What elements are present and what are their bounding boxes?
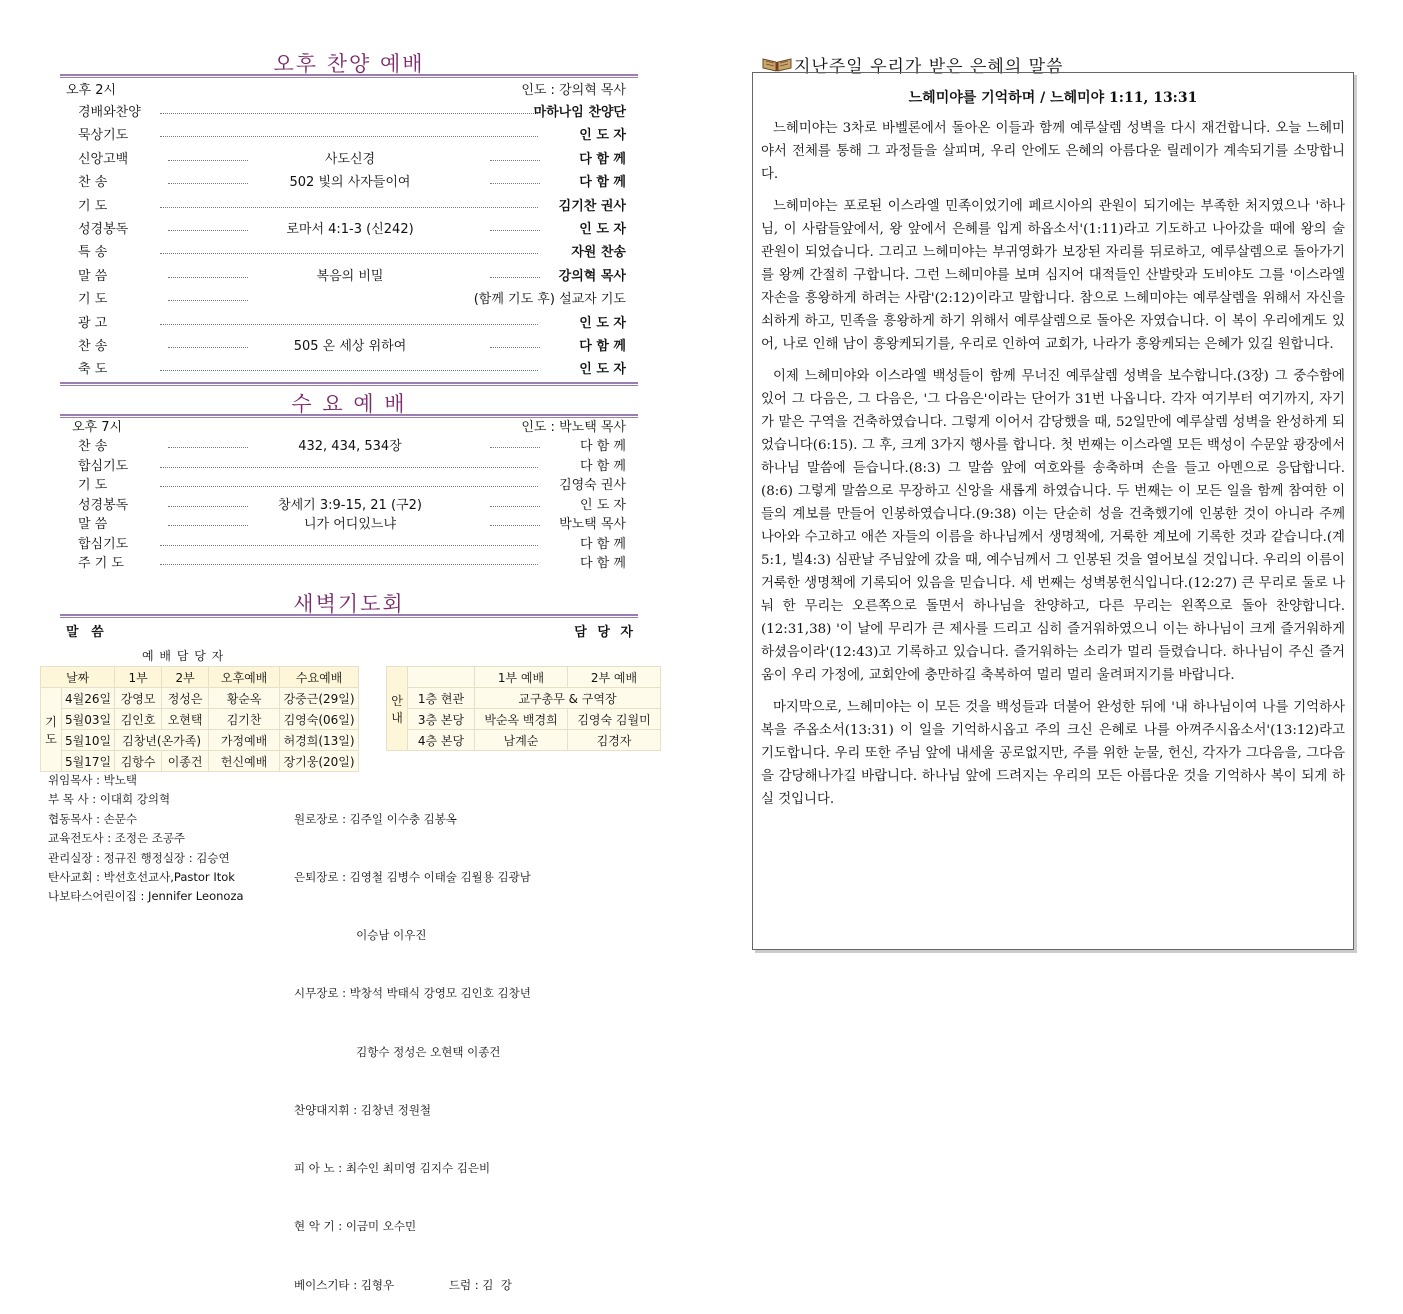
staff-line: 이승남 이우진 bbox=[294, 928, 427, 943]
guide-header-blank bbox=[408, 667, 475, 688]
order-row bbox=[60, 195, 638, 217]
schedule-cell: 오현택 bbox=[162, 709, 209, 730]
schedule-cell: 황순옥 bbox=[209, 688, 280, 709]
wednesday-leader: 인도 : 박노택 목사 bbox=[521, 420, 626, 435]
schedule-row bbox=[41, 751, 359, 772]
schedule-header-row bbox=[41, 667, 359, 688]
order-label: 말 씀 bbox=[78, 268, 108, 284]
schedule-date: 5월10일 bbox=[62, 730, 115, 751]
order-content: 432, 434, 534장 bbox=[298, 439, 402, 454]
order-label: 기 도 bbox=[78, 292, 108, 308]
order-content: 사도신경 bbox=[324, 151, 376, 167]
schedule-row bbox=[41, 709, 359, 730]
leader-dots bbox=[160, 564, 538, 565]
staff-line: 부 목 사 : 이대희 강의혁 bbox=[48, 792, 171, 807]
order-content: (함께 기도 후) 설교자 기도 bbox=[473, 292, 626, 308]
leader-dots bbox=[160, 486, 538, 487]
staff-line: 원로장로 : 김주일 이수충 김봉옥 bbox=[294, 811, 457, 826]
order-person: 다 함 께 bbox=[579, 339, 626, 354]
schedule-cell: 강중근(29일) bbox=[280, 688, 359, 709]
afternoon-title: 오후 찬양 예배 bbox=[273, 52, 425, 76]
staff-line: 나보타스어린이집 : Jennifer Leonoza bbox=[48, 889, 244, 904]
guide-header-second: 2부 예배 bbox=[568, 667, 661, 688]
order-content: 502 빛의 사자들이여 bbox=[289, 175, 411, 191]
staff-line: 협동목사 : 손문수 bbox=[48, 811, 137, 826]
guide-place: 4층 본당 bbox=[408, 730, 475, 751]
order-row bbox=[60, 218, 638, 240]
order-label: 합심기도 bbox=[78, 458, 129, 474]
guide-row bbox=[387, 709, 661, 730]
afternoon-rule bbox=[60, 74, 638, 78]
schedule-row bbox=[41, 730, 359, 751]
order-content: 505 온 세상 위하여 bbox=[293, 339, 407, 354]
schedule-cell: 정성은 bbox=[162, 688, 209, 709]
sermon-paragraph: 이제 느헤미야와 이스라엘 백성들이 함께 무너진 예루살렘 성벽을 보수합니다.(3장) 그 중수함에 있어 그 다음은, 그 다음은, '그 다음은'이라는 단어가 31번 나옵니다. 각자 여기부터 여기까지, 자기가 맡은 구역을 건축하였습니다. 그렇게 이어서 감당했을 때, 52일만에 예루살렘 성벽을 완성하게 되었습니다(6:15). 그 후, 크게 3가지 행사를 합니다. 첫 번째는 이스라엘 모든 백성이 수문앞 광장에서 하나님 말씀에 듣습니다.(8:3) 그 말씀 앞에 여호와를 송축하며 손을 들고 아멘으로 응답합니다.(8:6) 그렇게 말씀으로 무장하고 신앙을 새롭게 하였습니다. 두 번째는 이 모든 일을 함께 참여한 이들의 계보를 만들어 인봉하였습니다.(9:38) 이는 단순히 성을 건축했기에 인봉한 것이 아니라 주께 나아와 수고하고 애쓴 자들의 이름을 하나님께서 생명책에, 거룩한 계보에 기록한 것과 같습니다.(계5:1, 빌4:3) 심판날 주님앞에 갔을 때, 예수님께서 그 인봉된 것을 열어보실 것입니다. 우리의 이름이 거룩한 생명책에 기록되어 있음을 믿습니다. 세 번째는 성벽봉헌식입니다.(12:27) 큰 무리로 둘로 나눠 한 무리는 오른쪽으로 돌면서 하나님을 찬양하고, 다른 무리는 왼쪽으로 돌아 찬양합니다.(12:31,38) '이 날에 무리가 큰 제사를 드리고 심히 즐거워하였으니 이는 하나님이 크게 즐거워하게 하셨음이라'(12:43)고 기록하고 있습니다. 즐거워하는 소리가 멀리 들렸습니다. 하나님이 주신 즐거움이 우리 가정에, 교회안에 충만하길 축복하여 멀리 멀리 울려퍼지기를 바랍니다. bbox=[761, 369, 1345, 683]
leader-dots bbox=[490, 506, 540, 507]
leader-dots bbox=[160, 545, 538, 546]
guide-side-label: 안 내 bbox=[387, 667, 408, 751]
dawn-word-label: 말 씀 bbox=[66, 625, 108, 640]
order-person: 박노택 목사 bbox=[559, 517, 626, 532]
order-label: 기 도 bbox=[78, 478, 108, 493]
schedule-cell: 김창년(온가족) bbox=[115, 730, 209, 751]
guide-cell: 박순옥 백경희 bbox=[475, 709, 568, 730]
leader-dots bbox=[490, 183, 540, 184]
order-row bbox=[60, 124, 638, 146]
schedule-date: 5월03일 bbox=[62, 709, 115, 730]
order-label: 찬 송 bbox=[78, 339, 108, 354]
order-person: 인 도 자 bbox=[579, 128, 626, 144]
staff-line: 탄사교회 : 박선호선교사,Pastor Itok bbox=[48, 870, 235, 885]
order-label: 광 고 bbox=[78, 315, 108, 331]
order-row bbox=[60, 335, 638, 357]
leader-dots bbox=[160, 370, 538, 371]
schedule-cell: 허경희(13일) bbox=[280, 730, 359, 751]
order-label: 성경봉독 bbox=[78, 497, 129, 513]
staff-line: 은퇴장로 : 김영철 김병수 이태술 김월용 김광남 bbox=[294, 870, 531, 885]
order-label: 신앙고백 bbox=[78, 151, 129, 167]
order-label: 묵상기도 bbox=[78, 128, 129, 144]
order-person: 다 함 께 bbox=[580, 556, 626, 571]
schedule-cell: 김기찬 bbox=[209, 709, 280, 730]
guide-header-row bbox=[387, 667, 661, 688]
guide-cell: 김영숙 김월미 bbox=[568, 709, 661, 730]
afternoon-leader: 인도 : 강의혁 목사 bbox=[521, 83, 626, 98]
order-label: 합심기도 bbox=[78, 536, 129, 552]
guide-row bbox=[387, 688, 661, 709]
guide-cell: 남계순 bbox=[475, 730, 568, 751]
sermon-body bbox=[761, 79, 1345, 943]
order-content: 복음의 비밀 bbox=[316, 268, 384, 284]
schedule-table bbox=[40, 666, 359, 772]
schedule-row bbox=[41, 688, 359, 709]
order-label: 주 기 도 bbox=[78, 556, 124, 571]
order-label: 특 송 bbox=[78, 245, 108, 261]
schedule-cell: 가정예배 bbox=[209, 730, 280, 751]
schedule-header-second: 2부 bbox=[162, 667, 209, 688]
order-label: 축 도 bbox=[78, 362, 108, 378]
dawn-rule bbox=[60, 614, 638, 618]
sermon-paragraph: 느헤미야는 3차로 바벨론에서 돌아온 이들과 함께 예루살렘 성벽을 다시 재건합니다. 오늘 느헤미야서 전체를 통해 그 과정들을 살피며, 우리 안에도 은혜의 아름다운 릴레이가 계속되기를 소망합니다. bbox=[761, 121, 1345, 182]
schedule-header-date: 날짜 bbox=[41, 667, 115, 688]
order-row bbox=[60, 241, 638, 263]
sermon-title: 느헤미야를 기억하며 / 느헤미야 1:11, 13:31 bbox=[908, 90, 1198, 106]
order-row bbox=[60, 101, 638, 123]
leader-dots bbox=[490, 230, 540, 231]
afternoon-bottom-rule bbox=[60, 382, 638, 386]
staff-line: 시무장로 : 박창석 박태식 강영모 김인호 김창년 bbox=[294, 986, 531, 1001]
leader-dots bbox=[160, 253, 538, 254]
schedule-cell: 장기웅(20일) bbox=[280, 751, 359, 772]
sermon-box bbox=[752, 72, 1354, 950]
guide-cell: 김경자 bbox=[568, 730, 661, 751]
schedule-cell: 김인호 bbox=[115, 709, 162, 730]
order-person: 다 함 께 bbox=[579, 175, 626, 191]
order-person: 인 도 자 bbox=[579, 362, 626, 378]
order-person: 강의혁 목사 bbox=[558, 268, 626, 284]
order-label: 찬 송 bbox=[78, 175, 108, 191]
schedule-header-afternoon: 오후예배 bbox=[209, 667, 280, 688]
dawn-title: 새벽기도회 bbox=[293, 592, 405, 616]
staff-line: 교육전도사 : 조정은 조공주 bbox=[48, 831, 186, 846]
wednesday-time: 오후 7시 bbox=[72, 420, 123, 435]
order-content: 창세기 3:9-15, 21 (구2) bbox=[278, 497, 422, 513]
leader-dots bbox=[490, 347, 540, 348]
leader-dots bbox=[160, 467, 538, 468]
leader-dots bbox=[160, 207, 538, 208]
order-row bbox=[60, 552, 638, 574]
leader-dots bbox=[490, 277, 540, 278]
leader-dots bbox=[160, 324, 538, 325]
order-row bbox=[60, 358, 638, 380]
staff-line: 관리실장 : 정규진 행정실장 : 김승연 bbox=[48, 850, 230, 865]
order-label: 성경봉독 bbox=[78, 222, 129, 237]
wednesday-title: 수 요 예 배 bbox=[291, 392, 407, 416]
leader-dots bbox=[160, 136, 538, 137]
staff-line: 현 악 기 : 이금미 오수민 bbox=[294, 1219, 417, 1234]
leader-dots bbox=[490, 525, 540, 526]
sermon-paragraph: 마지막으로, 느헤미야는 이 모든 것을 백성들과 더불어 완성한 뒤에 '내 하나님이여 나를 기억하사 복을 주옵소서(13:31) 이 일을 기억하시옵고 주의 크신 은혜로 나를 아껴주시옵소서'(13:12)라고 기도합니다. 우리 또한 주님 앞에 내세울 공로없지만, 주를 위한 눈물, 헌신, 각자가 그다음을, 그다음을 감당해나가길 바랍니다. 하나님 앞에 드려지는 우리의 모든 아름다운 것을 기억하사 복이 되게 하실 것입니다. bbox=[761, 700, 1345, 807]
schedule-cell: 강영모 bbox=[115, 688, 162, 709]
order-content: 로마서 4:1-3 (신242) bbox=[286, 222, 414, 237]
order-content: 니가 어디있느냐 bbox=[303, 517, 397, 532]
schedule-date: 5월17일 bbox=[62, 751, 115, 772]
sermon-header bbox=[762, 52, 1322, 77]
dawn-leader-label: 담 당 자 bbox=[574, 625, 636, 640]
order-label: 기 도 bbox=[78, 198, 108, 214]
staff-line: 위임목사 : 박노택 bbox=[48, 773, 137, 787]
sermon-paragraph: 느헤미야는 포로된 이스라엘 민족이었기에 페르시아의 관원이 되기에는 부족한 처지였으나 '하나님, 이 사람들앞에서, 왕 앞에서 은혜를 입게 하옵소서'(1:11)라고 기도하고 나아갔을 때에 왕의 술 관원이 되었습니다. 그리고 느헤미야는 부귀영화가 보장된 자리를 뒤로하고, 예루살렘으로 돌아가기를 왕께 간절히 구합니다. 그런 느헤미야를 보며 심지어 대적들인 산발랏과 도비야도 그를 '이스라엘 자손을 흥왕하게 하려는 사람'(2:12)이라고 말합니다. 참으로 느헤미야는 예루살렘을 위해서 자신을 쇠하게 하고, 민족을 흥왕하게 하기 위해서 예루살렘으로 돌아온 자였습니다. 이 복이 우리에게도 있어, 나로 인해 남이 흥왕케되기를, 우리로 인하여 교회가, 나라가 흥왕케되는 은혜가 있길 원합니다. bbox=[761, 199, 1345, 352]
order-row bbox=[60, 265, 638, 287]
schedule-cell: 김영숙(06일) bbox=[280, 709, 359, 730]
staff-line: 피 아 노 : 최수인 최미영 김지수 김은비 bbox=[294, 1161, 491, 1176]
guide-cell: 교구총무 & 구역장 bbox=[475, 688, 661, 709]
guide-row bbox=[387, 730, 661, 751]
order-person: 다 함 께 bbox=[580, 439, 626, 454]
staff-line: 찬양대지휘 : 김창년 정원철 bbox=[294, 1102, 432, 1117]
guide-table bbox=[386, 666, 661, 751]
schedule-header-first: 1부 bbox=[115, 667, 162, 688]
guide-place: 1층 현관 bbox=[408, 688, 475, 709]
afternoon-time: 오후 2시 bbox=[66, 83, 117, 98]
order-person: 다 함 께 bbox=[580, 458, 626, 474]
order-person: 김기찬 권사 bbox=[558, 198, 626, 214]
guide-header-first: 1부 예배 bbox=[475, 667, 568, 688]
order-row bbox=[60, 288, 638, 310]
order-label: 찬 송 bbox=[78, 439, 108, 454]
schedule-cell: 헌신예배 bbox=[209, 751, 280, 772]
order-row bbox=[60, 148, 638, 170]
order-row bbox=[60, 171, 638, 193]
order-person: 인 도 자 bbox=[580, 497, 626, 513]
leader-dots bbox=[490, 447, 540, 448]
order-person: 김영숙 권사 bbox=[559, 478, 626, 493]
schedule-cell: 김항수 bbox=[115, 751, 162, 772]
staff-right bbox=[294, 771, 531, 1314]
order-person: 인 도 자 bbox=[579, 315, 626, 331]
order-person: 다 함 께 bbox=[580, 536, 626, 552]
staff-left bbox=[48, 771, 244, 907]
staff-line: 베이스기타 : 김형우 드럼 : 김 강 bbox=[294, 1277, 512, 1292]
schedule-date: 4월26일 bbox=[62, 688, 115, 709]
staff-line: 김항수 정성은 오현택 이종건 bbox=[294, 1044, 501, 1059]
sermon-header-text: 지난주일 우리가 받은 은혜의 말씀 bbox=[794, 57, 1064, 77]
guide-place: 3층 본당 bbox=[408, 709, 475, 730]
leader-dots bbox=[160, 113, 538, 114]
schedule-header-wednesday: 수요예배 bbox=[280, 667, 359, 688]
order-label: 경배와찬양 bbox=[78, 105, 141, 120]
schedule-caption: 예 배 담 당 자 bbox=[142, 649, 225, 663]
order-person: 인 도 자 bbox=[579, 222, 626, 237]
schedule-cell: 이종건 bbox=[162, 751, 209, 772]
leader-dots bbox=[490, 160, 540, 161]
order-row bbox=[60, 312, 638, 334]
order-person: 마하나임 찬양단 bbox=[533, 105, 626, 120]
order-label: 말 씀 bbox=[78, 517, 108, 532]
schedule-side-label: 기 도 bbox=[41, 688, 62, 772]
order-person: 자원 찬송 bbox=[571, 245, 626, 261]
leader-dots bbox=[168, 300, 248, 301]
order-person: 다 함 께 bbox=[579, 151, 626, 167]
